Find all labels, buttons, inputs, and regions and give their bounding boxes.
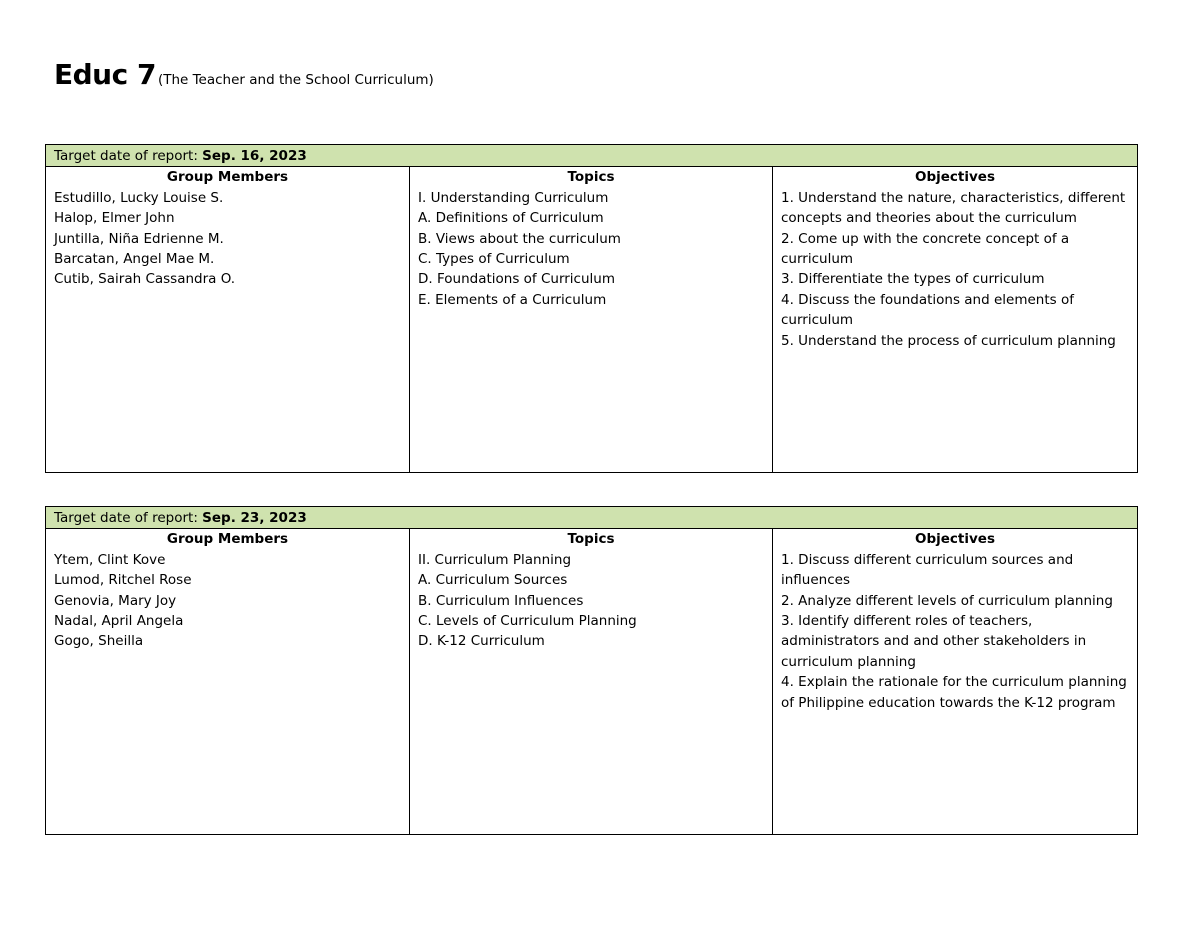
content-row bbox=[46, 550, 1138, 835]
member-name: Ytem, Clint Kove bbox=[54, 551, 166, 568]
topic-item: D. K-12 Curriculum bbox=[418, 633, 545, 650]
topics-cell bbox=[410, 188, 773, 473]
header-objectives: Objectives bbox=[773, 529, 1138, 550]
header-topics: Topics bbox=[410, 529, 773, 550]
target-date-value: Sep. 16, 2023 bbox=[202, 148, 307, 164]
topic-item: I. Understanding Curriculum bbox=[418, 189, 609, 206]
member-name: Lumod, Ritchel Rose bbox=[54, 572, 192, 589]
target-date-row bbox=[46, 145, 1138, 167]
member-name: Genovia, Mary Joy bbox=[54, 592, 177, 609]
objective-item: 4. Explain the rationale for the curriculum planning of Philippine education towards the K-12 program bbox=[781, 674, 1127, 711]
objectives-cell bbox=[773, 550, 1138, 835]
report-table-2 bbox=[45, 506, 1138, 835]
course-code: Educ 7 bbox=[54, 58, 156, 91]
topic-item: B. Views about the curriculum bbox=[418, 230, 621, 247]
topic-item: E. Elements of a Curriculum bbox=[418, 291, 607, 308]
target-date-label: Target date of report: bbox=[54, 510, 203, 526]
target-date-row bbox=[46, 507, 1138, 529]
page-title bbox=[54, 58, 434, 91]
objective-item: 1. Discuss different curriculum sources and influences bbox=[781, 551, 1074, 589]
report-table-1 bbox=[45, 144, 1138, 473]
member-name: Estudillo, Lucky Louise S. bbox=[54, 189, 224, 206]
member-name: Gogo, Sheilla bbox=[54, 633, 144, 650]
objective-item: 2. Analyze different levels of curriculum planning bbox=[781, 592, 1113, 609]
target-date-label: Target date of report: bbox=[54, 148, 203, 164]
topics-cell bbox=[410, 550, 773, 835]
target-date-cell bbox=[46, 507, 1138, 529]
topic-item: A. Curriculum Sources bbox=[418, 572, 568, 589]
column-header-row bbox=[46, 529, 1138, 550]
member-name: Halop, Elmer John bbox=[54, 210, 175, 227]
member-name: Nadal, April Angela bbox=[54, 613, 184, 630]
objective-item: 1. Understand the nature, characteristics, different concepts and theories about the curriculum bbox=[781, 189, 1126, 227]
topic-item: II. Curriculum Planning bbox=[418, 551, 572, 568]
header-topics: Topics bbox=[410, 167, 773, 188]
objective-item: 5. Understand the process of curriculum planning bbox=[781, 332, 1116, 349]
members-cell bbox=[46, 550, 410, 835]
member-name: Juntilla, Niña Edrienne M. bbox=[54, 230, 224, 247]
content-row bbox=[46, 188, 1138, 473]
objective-item: 4. Discuss the foundations and elements of curriculum bbox=[781, 291, 1074, 329]
member-name: Barcatan, Angel Mae M. bbox=[54, 251, 215, 268]
course-subtitle: (The Teacher and the School Curriculum) bbox=[157, 72, 434, 88]
header-group-members: Group Members bbox=[46, 167, 410, 188]
header-group-members: Group Members bbox=[46, 529, 410, 550]
topic-item: C. Types of Curriculum bbox=[418, 251, 570, 268]
members-cell bbox=[46, 188, 410, 473]
objectives-cell bbox=[773, 188, 1138, 473]
member-name: Cutib, Sairah Cassandra O. bbox=[54, 271, 236, 288]
header-objectives: Objectives bbox=[773, 167, 1138, 188]
topic-item: C. Levels of Curriculum Planning bbox=[418, 613, 637, 630]
column-header-row bbox=[46, 167, 1138, 188]
target-date-cell bbox=[46, 145, 1138, 167]
target-date-value: Sep. 23, 2023 bbox=[202, 510, 307, 526]
topic-item: B. Curriculum Influences bbox=[418, 592, 584, 609]
objective-item: 3. Differentiate the types of curriculum bbox=[781, 271, 1045, 288]
objective-item: 2. Come up with the concrete concept of a curriculum bbox=[781, 230, 1070, 268]
objective-item: 3. Identify different roles of teachers, administrators and and other stakeholders in curriculum planning bbox=[781, 613, 1087, 670]
topic-item: A. Definitions of Curriculum bbox=[418, 210, 604, 227]
topic-item: D. Foundations of Curriculum bbox=[418, 271, 615, 288]
